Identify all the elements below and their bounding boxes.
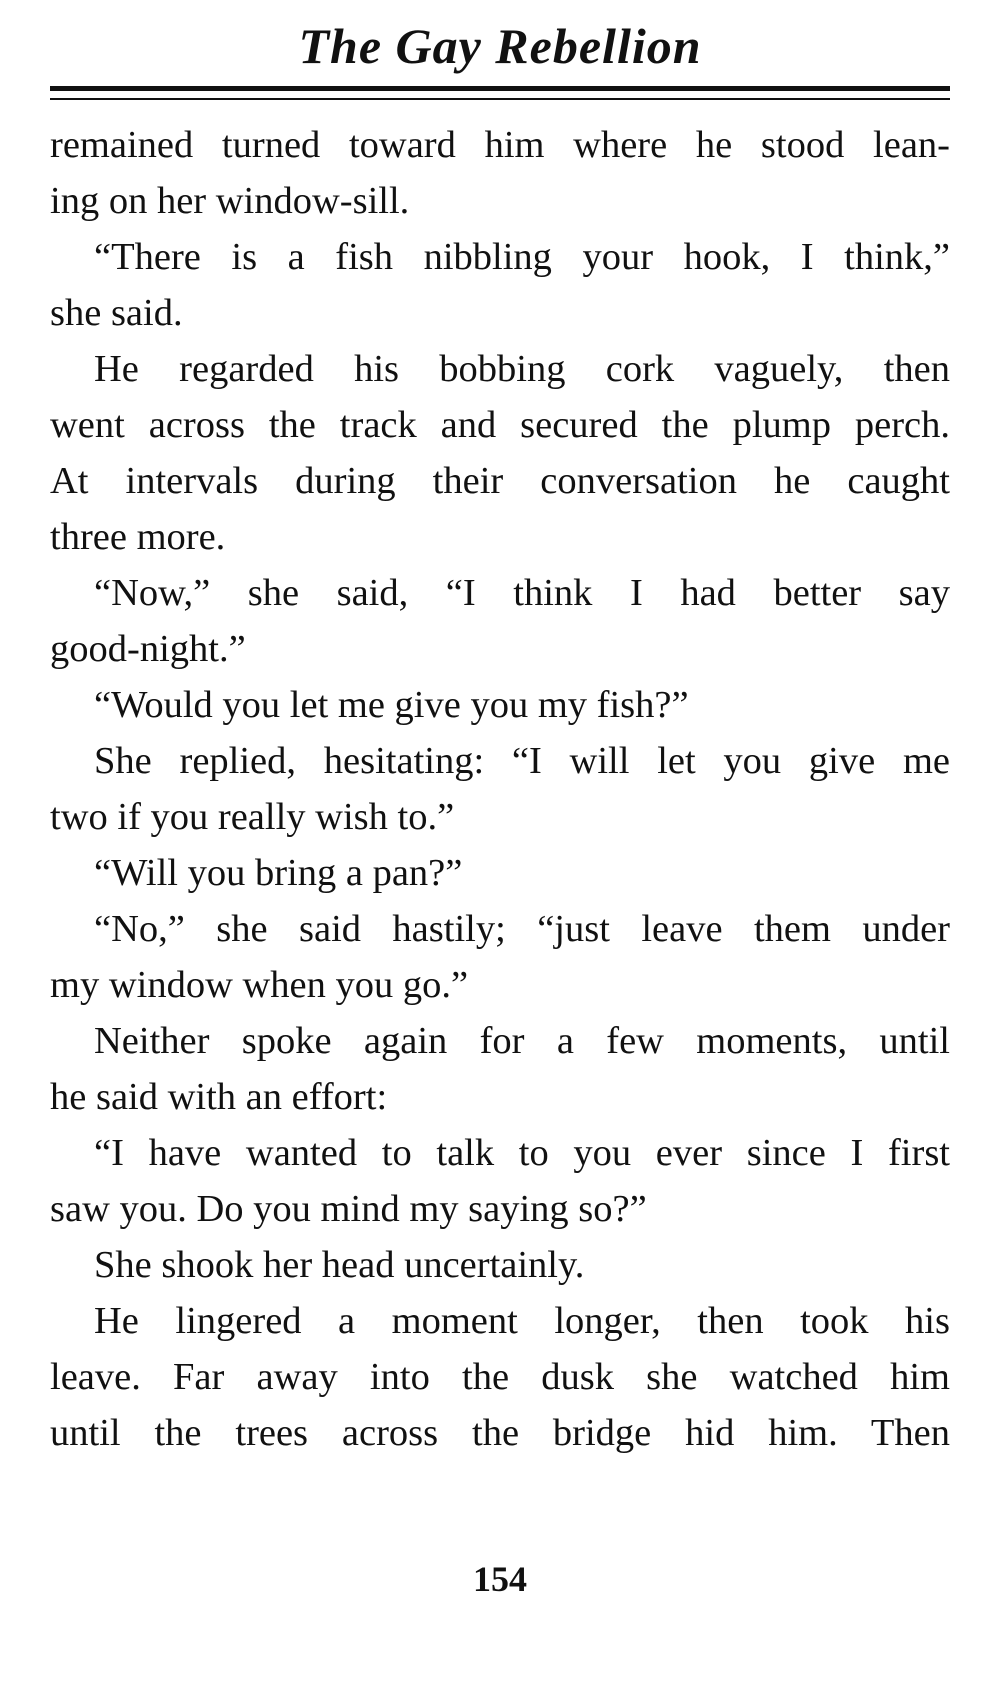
text-line: Neither spoke again for a few moments, until — [94, 1020, 950, 1062]
text-line: “Would you let me give you my fish?” — [94, 684, 689, 726]
running-head-title: The Gay Rebellion — [298, 18, 702, 74]
text-line: my window when you go.” — [50, 964, 469, 1006]
text-line: “Now,” she said, “I think I had better say — [94, 572, 950, 614]
text-line: He regarded his bobbing cork vaguely, then — [94, 348, 950, 390]
text-line: she said. — [50, 292, 183, 334]
text-line: he said with an effort: — [50, 1076, 388, 1118]
page-number: 154 — [473, 1559, 527, 1599]
text-line: went across the track and secured the plump perch. — [50, 404, 950, 446]
header-rule-thick — [50, 86, 950, 91]
text-line: ing on her window-sill. — [50, 180, 410, 222]
text-line: “There is a fish nibbling your hook, I think,” — [94, 236, 950, 278]
text-line: At intervals during their conversation he caught — [50, 460, 950, 502]
text-line: She replied, hesitating: “I will let you give me — [94, 740, 950, 782]
text-line: good-night.” — [50, 628, 246, 670]
text-line: She shook her head uncertainly. — [94, 1244, 585, 1286]
text-line: leave. Far away into the dusk she watched him — [50, 1356, 950, 1398]
text-line: “Will you bring a pan?” — [94, 852, 463, 894]
text-line: He lingered a moment longer, then took his — [94, 1300, 950, 1342]
text-line: saw you. Do you mind my saying so?” — [50, 1188, 647, 1230]
text-line: “I have wanted to talk to you ever since I first — [94, 1132, 950, 1174]
text-line: two if you really wish to.” — [50, 796, 455, 838]
header-rule-thin — [50, 98, 950, 100]
text-line: “No,” she said hastily; “just leave them under — [94, 908, 950, 950]
text-line: until the trees across the bridge hid him. Then — [50, 1412, 950, 1454]
text-line: remained turned toward him where he stood lean- — [50, 124, 950, 166]
text-line: three more. — [50, 516, 226, 558]
